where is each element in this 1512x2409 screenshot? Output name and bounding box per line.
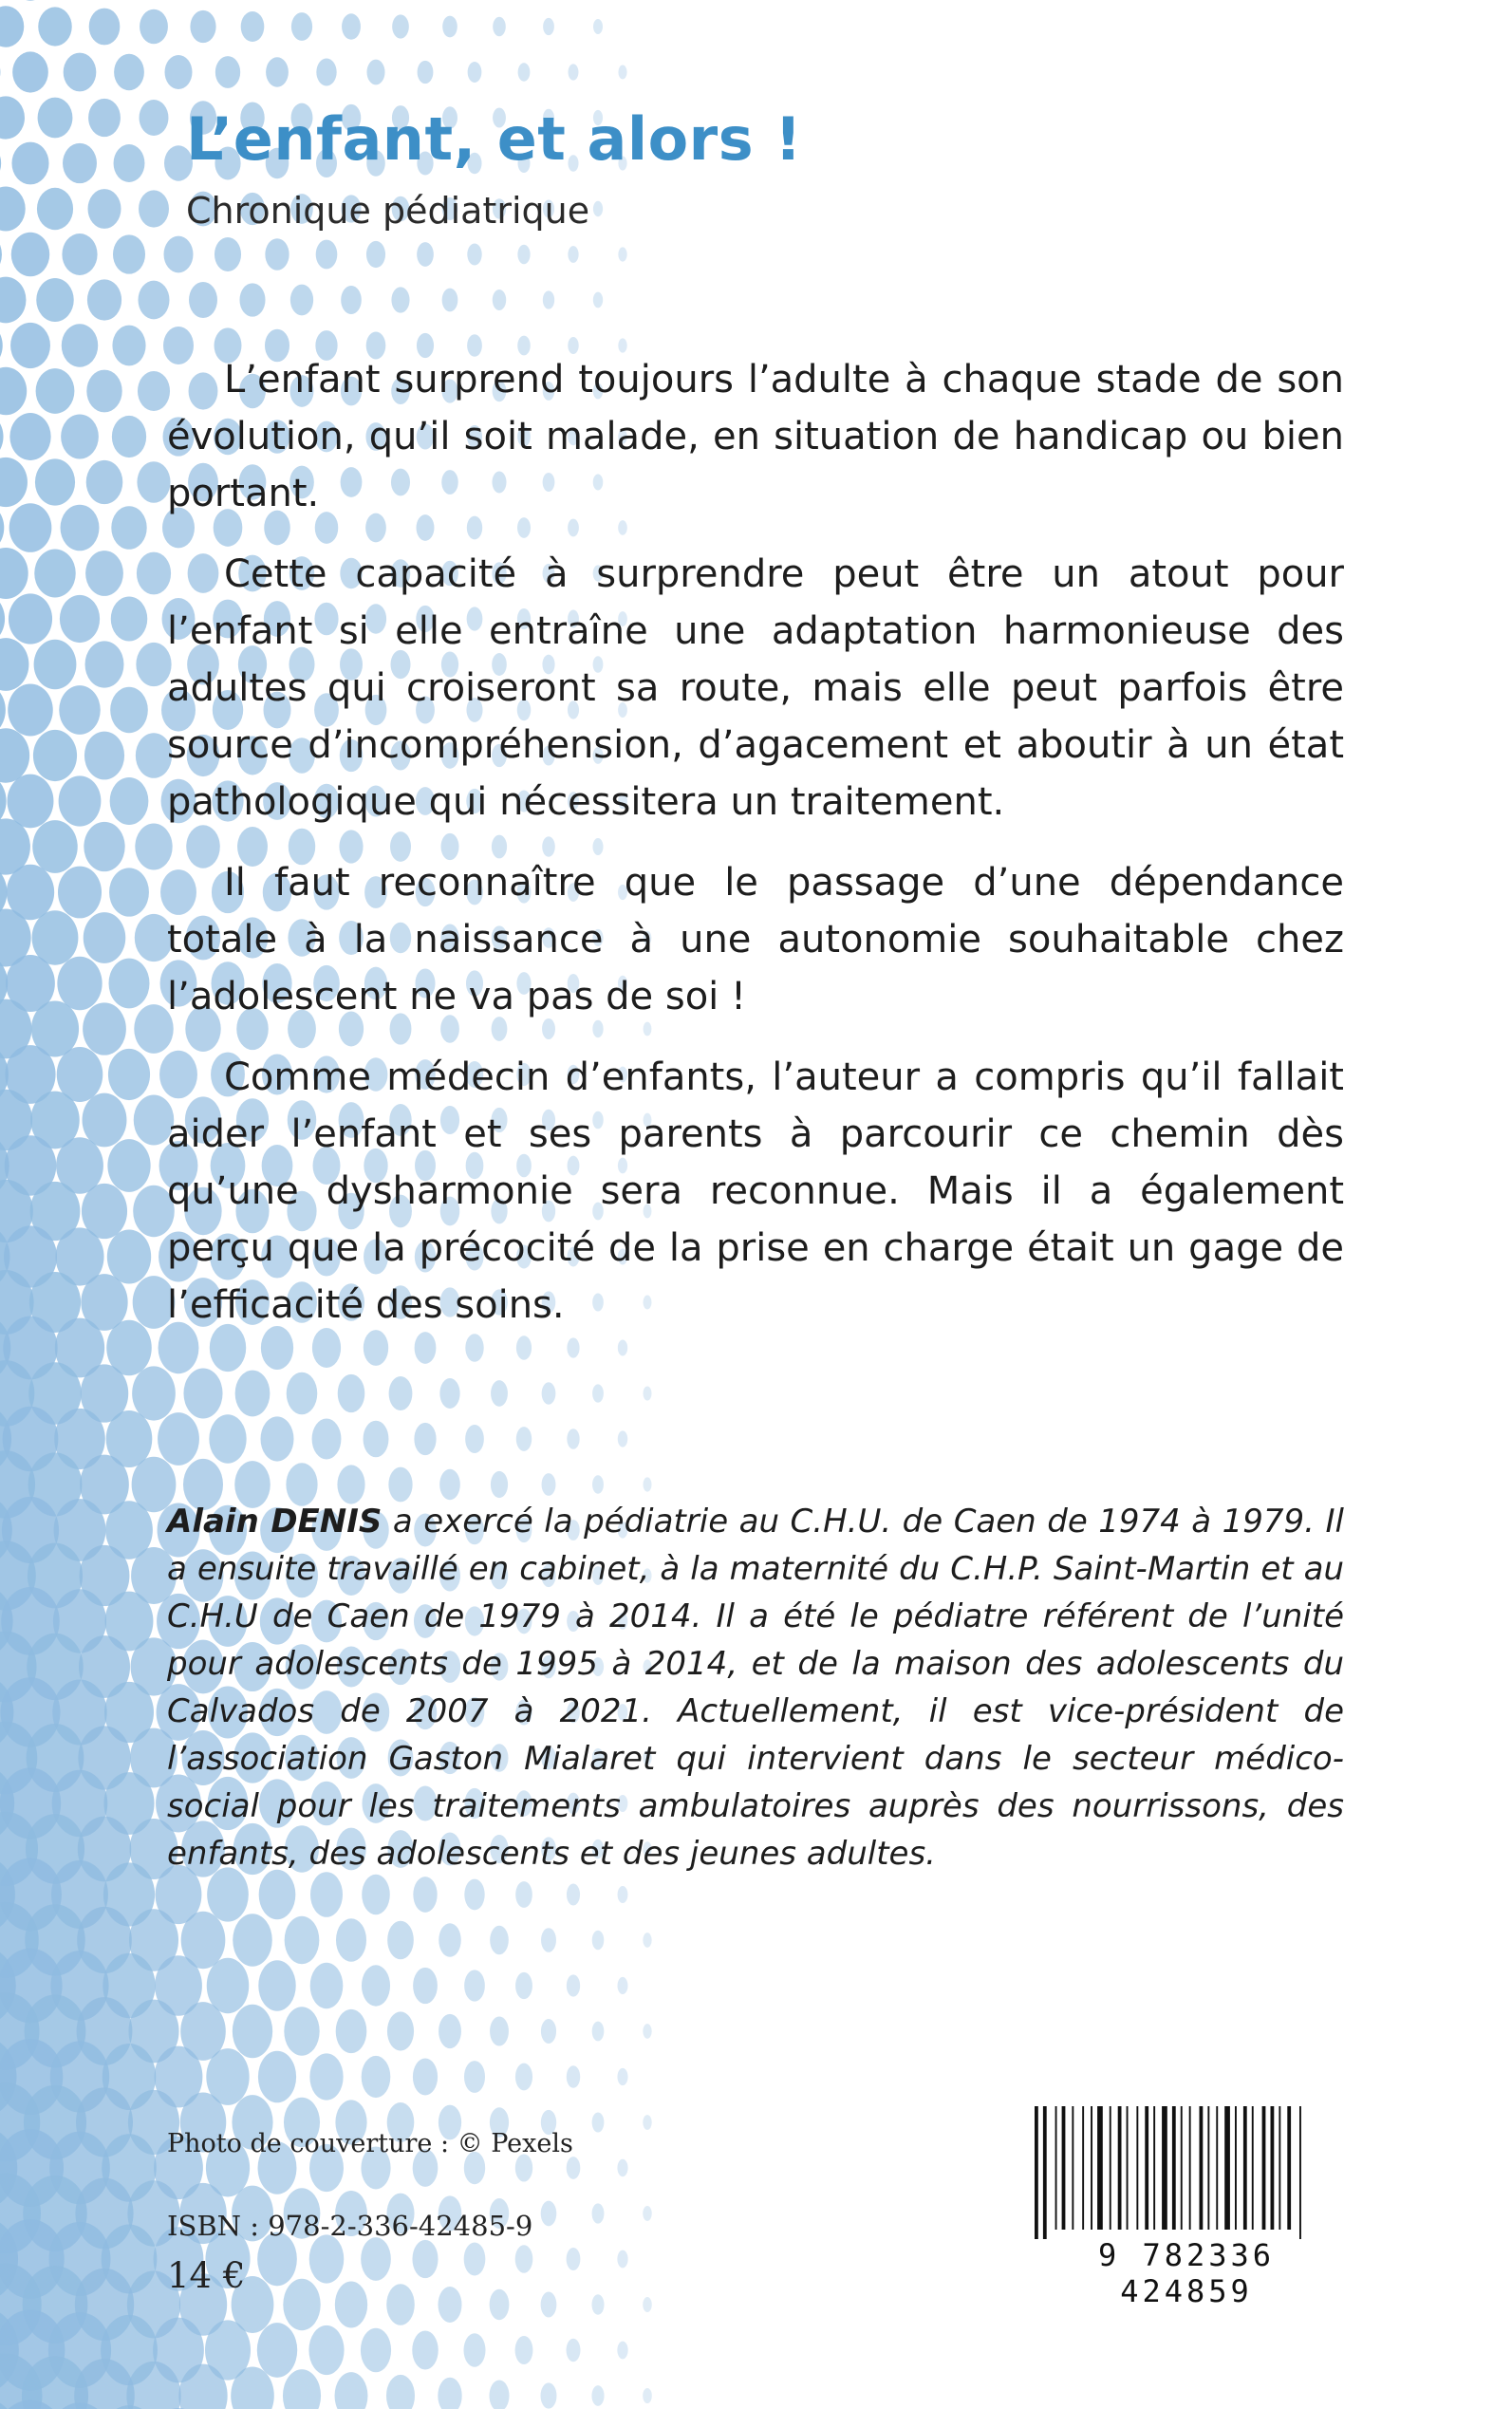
pattern-dot	[464, 2243, 486, 2276]
pattern-dot	[9, 503, 52, 552]
pattern-dot	[309, 2053, 343, 2100]
pattern-dot	[543, 18, 554, 35]
barcode-bar	[1055, 2106, 1057, 2230]
pattern-dot	[215, 237, 241, 271]
pattern-dot	[38, 98, 73, 139]
barcode-bar	[1035, 2106, 1038, 2239]
isbn: ISBN : 978-2-336-42485-9	[167, 2210, 533, 2242]
pattern-dot	[592, 2022, 605, 2042]
pattern-dot	[567, 1429, 579, 1449]
pattern-dot	[316, 58, 336, 85]
pattern-dot	[542, 1473, 556, 1496]
pattern-dot	[541, 2292, 557, 2318]
pattern-dot	[241, 11, 265, 42]
pattern-dot	[516, 1427, 532, 1451]
pattern-dot	[291, 12, 312, 41]
barcode-bar	[1262, 2106, 1266, 2230]
pattern-dot	[335, 2372, 368, 2409]
pattern-dot	[338, 1374, 365, 1412]
pattern-dot	[108, 959, 149, 1009]
barcode-bar	[1287, 2106, 1291, 2230]
barcode-bar	[1162, 2106, 1167, 2230]
pattern-dot	[618, 1430, 627, 1447]
pattern-dot	[137, 461, 170, 502]
pattern-dot	[86, 370, 121, 413]
pattern-dot	[239, 283, 265, 316]
pattern-dot	[83, 1093, 127, 1148]
pattern-dot	[308, 2325, 344, 2375]
pattern-dot	[0, 367, 27, 415]
pattern-dot	[8, 684, 53, 737]
blurb-paragraph: Cette capacité à surprendre peut être un atout pour l’enfant si elle entraîne une adaptation harmonieuse des adultes qui croiseront sa route, mais elle peut parfois être source d’incompréhension, d’agacement et aboutir à un état pathologique qui nécessitera un traitement.	[167, 552, 1344, 824]
pattern-dot	[0, 548, 28, 599]
pattern-dot	[0, 322, 3, 370]
pattern-dot	[13, 0, 47, 1]
pattern-dot	[139, 190, 169, 227]
pattern-dot	[0, 502, 4, 554]
pattern-dot	[62, 233, 97, 275]
pattern-dot	[86, 460, 123, 504]
author-bio-text: a exercé la pédiatrie au C.H.U. de Caen de 1974 à 1979. Il a ensuite travaillé en cabinet, à la maternité du C.H.P. Saint-Martin et au C.H.U de Caen de 1979 à 2014. Il a été le pédiatre référent de l’unité pour adolescents de 1995 à 2014, et de la maison des adolescents du Calvados de 2007 à 2021. Actuellement, il est vice-président de l’association Gaston Mialaret qui intervient dans le secteur médico-social pour les traitements ambulatoires auprès des nourrissons, des enfants, des adolescents et des jeunes adultes.	[167, 1503, 1344, 1873]
pattern-dot	[391, 287, 409, 312]
pattern-dot	[617, 2159, 627, 2177]
pattern-dot	[111, 506, 146, 550]
pattern-dot	[569, 64, 579, 80]
pattern-dot	[235, 1371, 271, 1417]
pattern-dot	[439, 1923, 461, 1957]
barcode-bar	[1181, 2106, 1183, 2230]
pattern-dot	[63, 143, 97, 183]
pattern-dot	[0, 592, 5, 645]
pattern-dot	[36, 368, 75, 414]
pattern-dot	[233, 1914, 272, 1966]
pattern-dot	[62, 324, 98, 366]
pattern-dot	[414, 1423, 436, 1455]
pattern-dot	[567, 2339, 581, 2362]
pattern-dot	[464, 1879, 484, 1911]
pattern-dot	[366, 241, 385, 268]
barcode-bar	[1082, 2106, 1084, 2230]
pattern-dot	[84, 822, 124, 871]
pattern-dot	[88, 99, 121, 137]
pattern-dot	[114, 144, 145, 182]
book-title: L’enfant, et alors !	[186, 104, 803, 174]
pattern-dot	[463, 2333, 485, 2366]
author-bio	[167, 1498, 1344, 1877]
pattern-dot	[617, 2068, 627, 2085]
pattern-dot	[84, 732, 124, 780]
barcode-bar	[1252, 2106, 1254, 2230]
pattern-dot	[114, 54, 144, 90]
pattern-dot	[215, 56, 240, 88]
pattern-dot	[36, 278, 73, 322]
blurb-paragraph: Comme médecin d’enfants, l’auteur a compris qu’il fallait aider l’enfant et ses parents à parcourir ce chemin dès qu’une dysharmonie sera reconnue. Mais il a également perçu que la précocité de la prise en charge était un gage de l’efficacité des soins.	[167, 1055, 1344, 1327]
pattern-dot	[567, 2248, 581, 2270]
pattern-dot	[83, 1002, 126, 1055]
pattern-dot	[438, 2378, 461, 2409]
pattern-dot	[618, 65, 626, 80]
pattern-dot	[112, 416, 146, 458]
pattern-dot	[439, 1469, 460, 1501]
pattern-dot	[0, 638, 28, 691]
pattern-dot	[490, 2016, 509, 2045]
pattern-dot	[0, 187, 26, 232]
pattern-dot	[140, 9, 168, 45]
pattern-dot	[37, 188, 73, 230]
pattern-dot	[362, 1965, 390, 2006]
pattern-dot	[618, 1977, 628, 1994]
barcode-bar	[1235, 2106, 1237, 2230]
pattern-dot	[439, 2014, 461, 2048]
pattern-dot	[417, 242, 434, 267]
pattern-dot	[61, 414, 99, 458]
pattern-dot	[316, 240, 338, 270]
back-cover-blurb	[167, 351, 1344, 1357]
pattern-dot	[515, 2245, 533, 2273]
pattern-dot	[491, 1471, 508, 1498]
pattern-dot	[413, 1968, 438, 2004]
pattern-dot	[132, 1366, 176, 1420]
pattern-dot	[164, 55, 192, 89]
pattern-dot	[388, 1467, 412, 1503]
pattern-dot	[643, 2206, 652, 2221]
author-name: Alain DENIS	[167, 1503, 383, 1541]
pattern-dot	[64, 53, 97, 92]
pattern-dot	[618, 247, 626, 261]
pattern-dot	[643, 2115, 651, 2130]
pattern-dot	[493, 17, 506, 37]
pattern-dot	[137, 552, 171, 595]
barcode-bar	[1127, 2106, 1129, 2230]
pattern-dot	[593, 19, 603, 34]
barcode-bar	[1271, 2106, 1275, 2230]
pattern-dot	[9, 413, 50, 460]
pattern-dot	[361, 2237, 391, 2281]
pattern-dot	[362, 1875, 390, 1915]
pattern-dot	[518, 63, 531, 82]
pattern-dot	[515, 2336, 533, 2364]
barcode-bar	[1118, 2106, 1122, 2230]
pattern-dot	[0, 412, 4, 462]
barcode-bar	[1072, 2106, 1073, 2230]
pattern-dot	[309, 2234, 345, 2283]
pattern-dot	[110, 777, 149, 825]
barcode-bar	[1097, 2106, 1103, 2230]
pattern-dot	[284, 2007, 319, 2055]
pattern-dot	[35, 458, 75, 505]
pattern-dot	[85, 641, 124, 687]
pattern-dot	[8, 775, 54, 829]
pattern-dot	[592, 1931, 605, 1951]
pattern-dot	[34, 640, 77, 690]
pattern-dot	[258, 1960, 295, 2010]
pattern-dot	[138, 281, 169, 320]
pattern-dot	[257, 2323, 297, 2378]
pattern-dot	[189, 282, 217, 318]
pattern-dot	[364, 1421, 389, 1458]
barcode-bar	[1043, 2106, 1047, 2239]
pattern-dot	[12, 51, 48, 92]
pattern-dot	[110, 687, 148, 733]
pattern-dot	[490, 1926, 509, 1955]
pattern-dot	[107, 1139, 150, 1192]
barcode-bar	[1172, 2106, 1176, 2230]
pattern-dot	[468, 62, 482, 83]
pattern-dot	[283, 2369, 321, 2409]
pattern-dot	[592, 1475, 604, 1494]
pattern-dot	[515, 1972, 532, 1999]
pattern-dot	[389, 1376, 413, 1410]
barcode-bar	[1136, 2106, 1138, 2230]
pattern-dot	[617, 2250, 627, 2269]
barcode-digits: 9 782336 424859	[1097, 2237, 1276, 2309]
pattern-dot	[366, 60, 384, 85]
blurb-paragraph: L’enfant surprend toujours l’adulte à chaque stade de son évolution, qu’il soit malade, en situation de handicap ou bien portant.	[167, 358, 1344, 515]
pattern-dot	[442, 289, 458, 312]
pattern-dot	[541, 2201, 557, 2227]
barcode-bar	[1062, 2106, 1066, 2230]
pattern-dot	[285, 1916, 320, 1964]
pattern-dot	[336, 1918, 366, 1961]
pattern-dot	[465, 1425, 484, 1453]
pattern-dot	[418, 61, 434, 84]
blurb-paragraph: Il faut reconnaître que le passage d’une dépendance totale à la naissance à une autonomie souhaitable chez l’adolescent ne va pas de soi !	[167, 861, 1344, 1018]
barcode-bar	[1153, 2106, 1155, 2230]
pattern-dot	[567, 1884, 580, 1906]
pattern-dot	[361, 2328, 391, 2373]
pattern-dot	[568, 246, 578, 263]
pattern-dot	[643, 2388, 652, 2403]
pattern-dot	[413, 2058, 438, 2095]
pattern-dot	[489, 2381, 509, 2409]
pattern-dot	[517, 245, 530, 264]
pattern-dot	[643, 2297, 652, 2312]
pattern-dot	[59, 775, 102, 826]
pattern-dot	[593, 292, 603, 308]
barcode-bars	[1031, 2106, 1353, 2239]
pattern-dot	[387, 1921, 414, 1960]
barcode-bar	[1110, 2106, 1111, 2230]
pattern-dot	[464, 2061, 485, 2093]
pattern-dot	[261, 1416, 294, 1461]
pattern-dot	[190, 10, 215, 43]
pattern-dot	[0, 728, 29, 782]
pattern-dot	[183, 1369, 222, 1419]
pattern-dot	[491, 1380, 508, 1407]
pattern-dot	[38, 7, 71, 46]
pattern-dot	[265, 238, 289, 270]
pattern-dot	[11, 233, 49, 277]
pattern-dot	[592, 2203, 605, 2223]
pattern-dot	[107, 1229, 151, 1283]
pattern-dot	[412, 2240, 438, 2278]
pattern-dot	[11, 142, 48, 185]
barcode-bar	[1189, 2106, 1191, 2230]
pattern-dot	[111, 596, 148, 641]
pattern-dot	[493, 289, 506, 310]
barcode-bar	[1200, 2106, 1204, 2230]
pattern-dot	[233, 2005, 272, 2059]
pattern-dot	[386, 2284, 415, 2325]
pattern-dot	[490, 2289, 510, 2320]
pattern-dot	[515, 1881, 532, 1908]
pattern-dot	[209, 1414, 246, 1463]
pattern-dot	[541, 1928, 556, 1952]
pattern-dot	[392, 14, 409, 38]
pattern-dot	[138, 371, 170, 411]
pattern-dot	[283, 2279, 320, 2330]
pattern-dot	[84, 912, 126, 963]
pattern-dot	[59, 685, 100, 735]
pattern-dot	[0, 458, 28, 507]
pattern-dot	[592, 2112, 605, 2132]
pattern-dot	[60, 595, 100, 643]
pattern-dot	[342, 13, 361, 39]
pattern-dot	[88, 189, 121, 229]
pattern-dot	[32, 820, 77, 873]
pattern-dot	[515, 2064, 532, 2091]
barcode-bar	[1299, 2106, 1301, 2239]
barcode-bar	[1216, 2106, 1218, 2230]
photo-credit: Photo de couverture : © Pexels	[167, 2129, 573, 2158]
pattern-dot	[33, 730, 77, 781]
pattern-dot	[643, 1386, 651, 1400]
pattern-dot	[108, 1049, 150, 1100]
pattern-dot	[266, 57, 289, 86]
pattern-dot	[258, 2051, 296, 2103]
pattern-dot	[335, 2282, 367, 2328]
pattern-dot	[593, 201, 603, 216]
pattern-dot	[439, 1378, 459, 1409]
pattern-dot	[567, 2157, 581, 2179]
price: 14 €	[167, 2255, 246, 2296]
pattern-dot	[442, 16, 457, 38]
pattern-dot	[467, 243, 481, 265]
pattern-dot	[567, 2065, 580, 2088]
pattern-dot	[57, 957, 102, 1010]
barcode-bar	[1279, 2106, 1280, 2230]
pattern-dot	[113, 234, 145, 273]
pattern-dot	[0, 140, 1, 185]
pattern-dot	[89, 9, 121, 46]
pattern-dot	[464, 1970, 485, 2001]
pattern-dot	[592, 1384, 604, 1402]
barcode-bar	[1243, 2106, 1247, 2230]
pattern-dot	[643, 2024, 651, 2039]
pattern-dot	[541, 2382, 557, 2408]
barcode-bar	[1224, 2106, 1230, 2230]
pattern-dot	[0, 96, 25, 139]
pattern-dot	[643, 1933, 651, 1948]
pattern-dot	[0, 231, 2, 277]
pattern-dot	[310, 1872, 343, 1917]
pattern-dot	[58, 867, 102, 919]
pattern-dot	[413, 1877, 437, 1913]
pattern-dot	[0, 277, 26, 324]
barcode-bar	[1207, 2106, 1209, 2230]
pattern-dot	[387, 2011, 414, 2050]
pattern-dot	[164, 236, 194, 273]
pattern-dot	[0, 6, 24, 47]
pattern-dot	[541, 2019, 556, 2044]
barcode-bar	[1091, 2106, 1092, 2230]
pattern-dot	[9, 593, 52, 644]
barcode-bar	[1145, 2106, 1148, 2230]
pattern-dot	[112, 326, 145, 366]
pattern-dot	[85, 551, 123, 596]
pattern-dot	[290, 285, 313, 316]
pattern-dot	[362, 2056, 391, 2098]
pattern-dot	[10, 323, 50, 368]
pattern-dot	[341, 286, 362, 314]
pattern-dot	[542, 1382, 556, 1404]
pattern-dot	[618, 1886, 628, 1903]
pattern-dot	[591, 2294, 604, 2314]
pattern-dot	[140, 100, 169, 136]
barcode	[1021, 2102, 1352, 2309]
pattern-dot	[336, 2009, 367, 2053]
pattern-dot	[158, 1412, 199, 1466]
pattern-dot	[87, 279, 121, 320]
pattern-dot	[287, 1373, 318, 1415]
pattern-dot	[617, 2342, 627, 2360]
pattern-dot	[591, 2385, 604, 2406]
pattern-dot	[643, 1477, 651, 1491]
book-subtitle: Chronique pédiatrique	[186, 190, 590, 232]
pattern-dot	[412, 2330, 438, 2369]
pattern-dot	[109, 868, 149, 916]
pattern-dot	[543, 290, 554, 308]
pattern-dot	[310, 1963, 344, 2008]
pattern-dot	[567, 1974, 580, 1996]
pattern-dot	[61, 505, 100, 551]
pattern-dot	[386, 2375, 415, 2409]
pattern-dot	[34, 550, 75, 598]
pattern-dot	[312, 1419, 342, 1460]
pattern-dot	[438, 2287, 461, 2323]
